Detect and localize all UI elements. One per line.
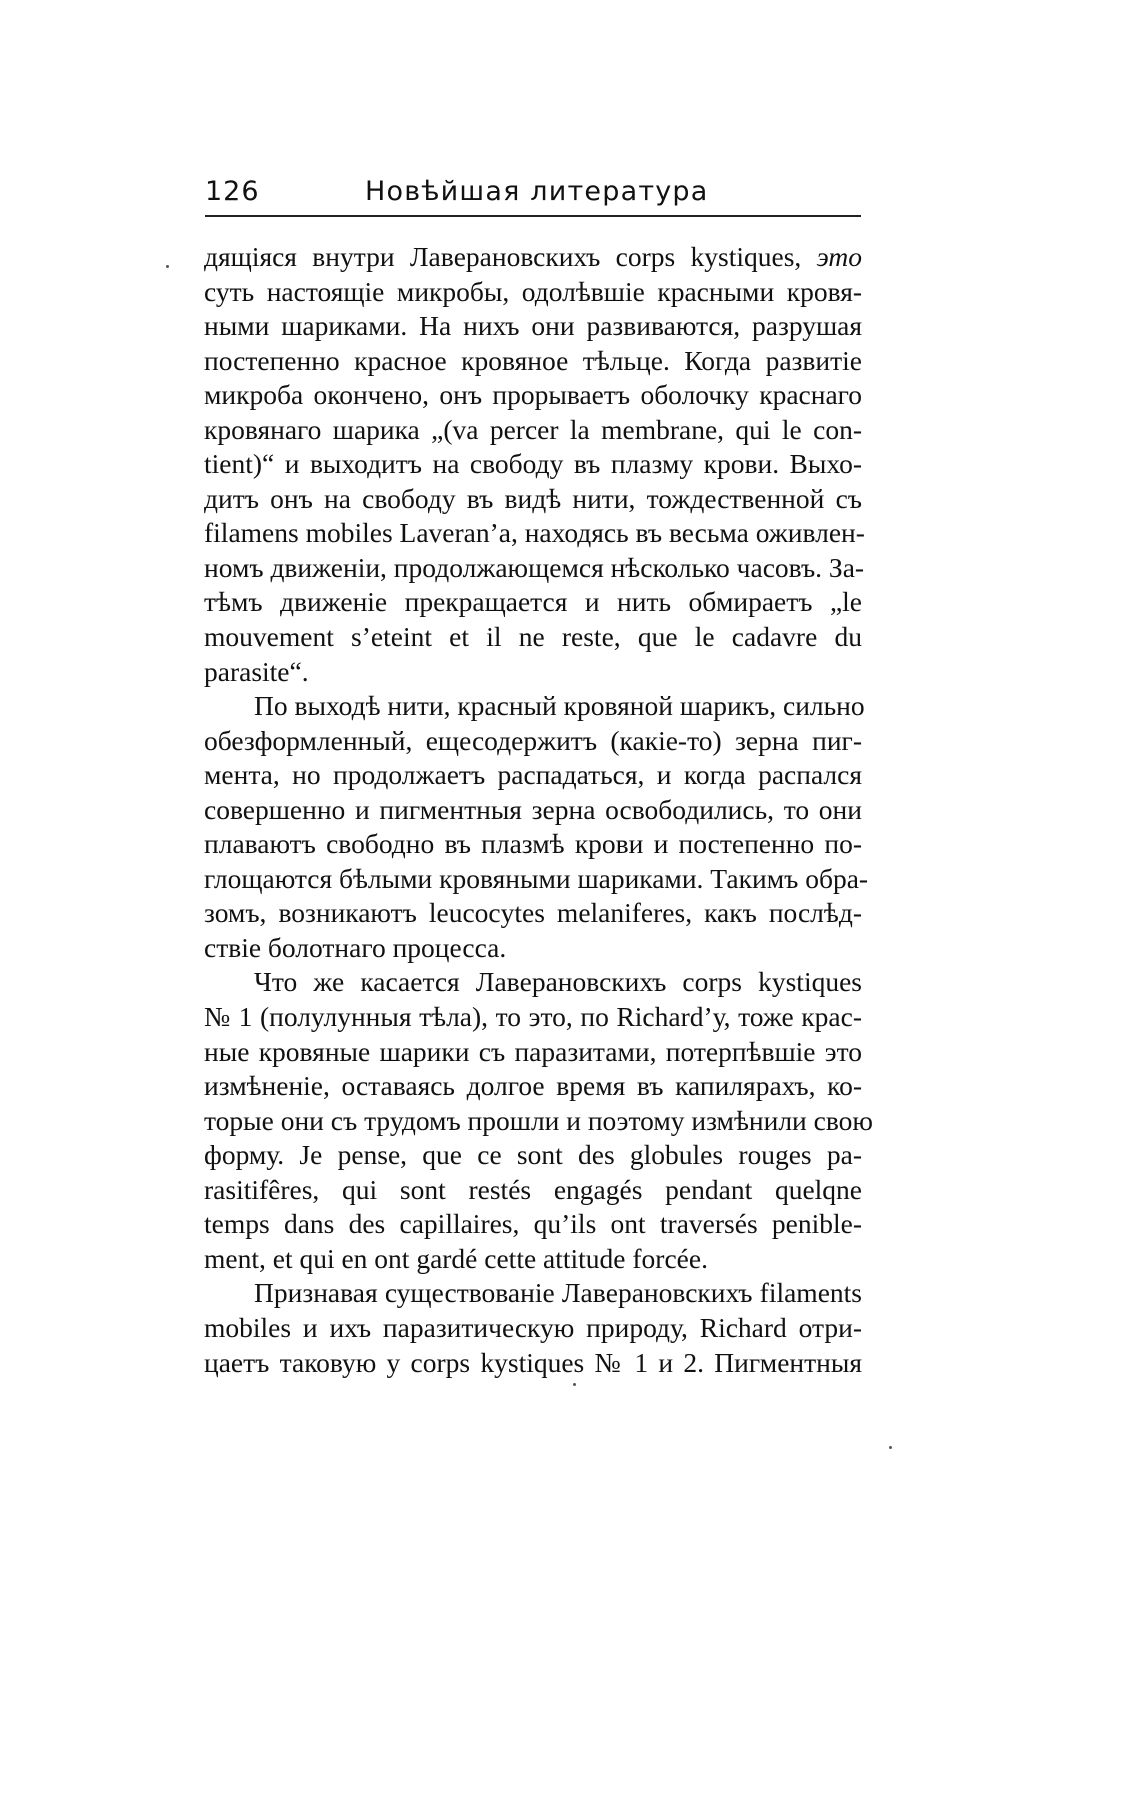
page-number: 126 [205,176,260,207]
text-line: микроба окончено, онъ прорываетъ оболочку краснаго [204,379,862,411]
text-line: дящіяся внутри Лавeрановскихъ corps kystiques, это [204,241,862,272]
text-line: ные кровяные шарики съ паразитами, потерпѣвшіе это [204,1035,862,1067]
text-line: плаваютъ свободно въ плазмѣ крови и постепенно по- [204,828,862,860]
text-line: По выходѣ нити, красный кровяной шарикъ, сильно [254,690,865,722]
text-line: мента, но продолжаетъ распадаться, и когда распался [204,759,862,791]
running-title: Новѣйшая литература [365,176,709,207]
text-line: ствіе болотнаго процесса. [204,931,507,963]
scan-speck [573,1383,576,1386]
text-line: измѣненіе, оставаясь долгое время въ капилярахъ, ко- [204,1070,862,1102]
paragraph-3 [204,965,873,1276]
text-line: parasite“. [204,655,309,687]
text-line: цаетъ таковую у corps kystiques № 1 и 2. Пигментныя [204,1346,862,1378]
text-line: торые они съ трудомъ прошли и поэтому измѣнили свою [204,1104,873,1136]
header-rule [205,215,861,217]
text-line: зомъ, возникаютъ leucocytes melaniferes, какъ послѣд- [204,897,862,929]
text-line: форму. Je pense, que ce sont des globules rouges pa- [204,1139,862,1171]
text-line: tient)“ и выходитъ на свободу въ плазму крови. Выхо- [204,448,862,480]
text-line: дитъ онъ на свободу въ видѣ нити, тождественной съ [204,482,862,514]
paragraph-1 [204,240,865,689]
text-line: ными шариками. На нихъ они развиваются, разрушая [204,310,862,342]
body-text [204,240,873,1380]
text-line: Что же касается Лавeрановскихъ corps kystiques [254,966,862,998]
text-line: номъ движеніи, продолжающемся нѣсколько часовъ. За- [204,551,865,583]
text-line: mouvement s’eteint et il ne reste, que le cadavre du [204,621,862,653]
text-line: постепенно красное кровяное тѣльце. Когда развитіе [204,344,862,376]
text-line: ment, et qui en ont gardé cette attitude forcée. [204,1242,708,1274]
paragraph-4 [204,1276,862,1380]
text-line: filamens mobiles Laveran’а, находясь въ весьма оживлен- [204,517,865,549]
page-header [205,176,861,216]
text-line: суть настоящіе микробы, одолѣвшіе красными кровя- [204,275,862,307]
text-line: тѣмъ движеніе прекращается и нить обмираетъ „le [204,586,862,618]
text-line: совершенно и пигментныя зерна освободились, то они [204,793,862,825]
scan-speck [889,1446,892,1449]
text-line: temps dans des capillaires, qu’ils ont traversés penible- [204,1208,862,1240]
text-line: кровянаго шарика „(va percer la membrane, qui le con- [204,413,862,445]
text-line: mobiles и ихъ паразитическую природу, Richard отри- [204,1311,862,1343]
text-line: № 1 (полулунныя тѣла), то это, по Richard’у, тоже крас- [204,1001,862,1033]
italic-word: это [816,241,862,272]
text-line: Признавая существованіе Лавeрановскихъ filaments [254,1277,862,1309]
text-line: глощаются бѣлыми кровяными шариками. Такимъ обра- [204,862,869,894]
text-line: rasitifêres, qui sont restés engagés pendant quelqne [204,1173,862,1205]
scan-speck [166,265,169,268]
paragraph-2 [204,689,869,965]
text-line: обезформленный, ещесодержитъ (какіе-то) зерна пиг- [204,724,862,756]
